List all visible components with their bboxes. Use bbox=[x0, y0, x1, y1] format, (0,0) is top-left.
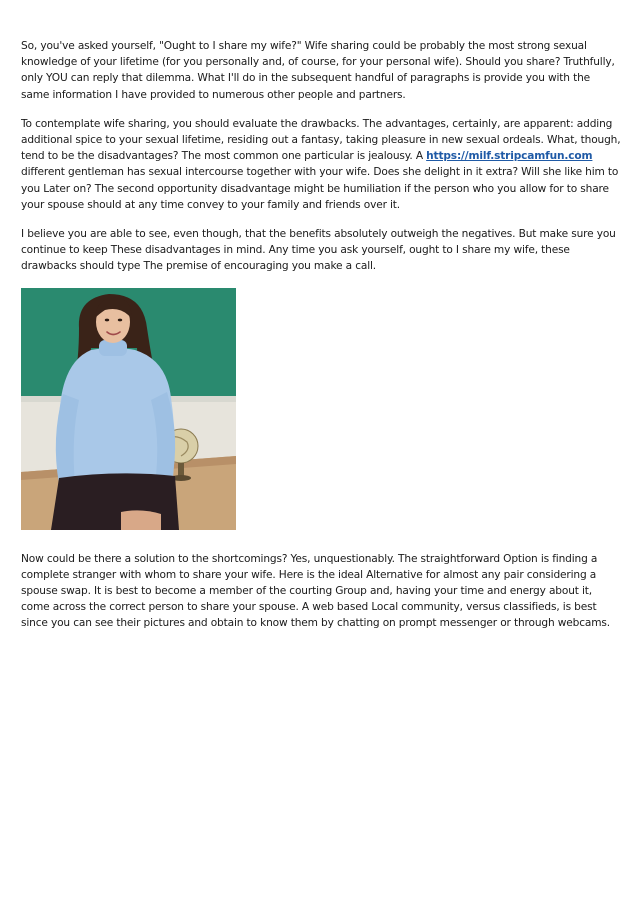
document-page bbox=[21, 38, 621, 645]
paragraph-drawbacks-text-end: different gentleman has sexual intercourse together with your wife. Does she delight in it extra? Will she like him to you Later on? The second opportunity disadvantage might be humiliation if the person who you allow for to share your spouse should at any time convey to your family and friends over it. bbox=[21, 166, 619, 211]
paragraph-solution: Now could be there a solution to the shortcomings? Yes, unquestionably. The straightforward Option is finding a complete stranger with whom to share your wife. Here is the ideal Alternative for almost any pair considering a spouse swap. It is best to become a member of the courting Group and, having your time and energy about it, come across the correct person to share your spouse. A web based Local community, versus classifieds, is best since you can see their pictures and obtain to know them by chatting on prompt messenger or through webcams. bbox=[21, 552, 610, 630]
article-photo bbox=[21, 288, 236, 530]
paragraph-drawbacks-text-start: To contemplate wife sharing, you should evaluate the drawbacks. The advantages, certainly, are apparent: adding additional spice to your sexual lifetime, residing out a fantasy, taking pleasure in new sexual ordeals. What, though, tend to be the disadvantages? The most common one particular is jealousy. A bbox=[21, 117, 621, 163]
paragraph-intro: So, you've asked yourself, "Ought to I share my wife?" Wife sharing could be probably the most strong sexual knowledge of your lifetime (for you personally and, of course, for your personal wife). Should you share? Truthfully, only YOU can reply that dilemma. What I'll do in the subsequent handful of paragraphs is provide you with the same information I have provided to numerous other people and partners. bbox=[21, 40, 615, 101]
paragraph-benefits: I believe you are able to see, even though, that the benefits absolutely outweigh the negatives. But make sure you continue to keep These disadvantages in mind. Any time you ask yourself, ought to I share my wife, these drawbacks should type The premise of encouraging you make a call. bbox=[21, 228, 616, 273]
paragraph-drawbacks bbox=[21, 116, 621, 213]
site-link[interactable]: https://milf.stripcamfun.com bbox=[426, 150, 593, 163]
photo-illustration bbox=[21, 288, 236, 530]
